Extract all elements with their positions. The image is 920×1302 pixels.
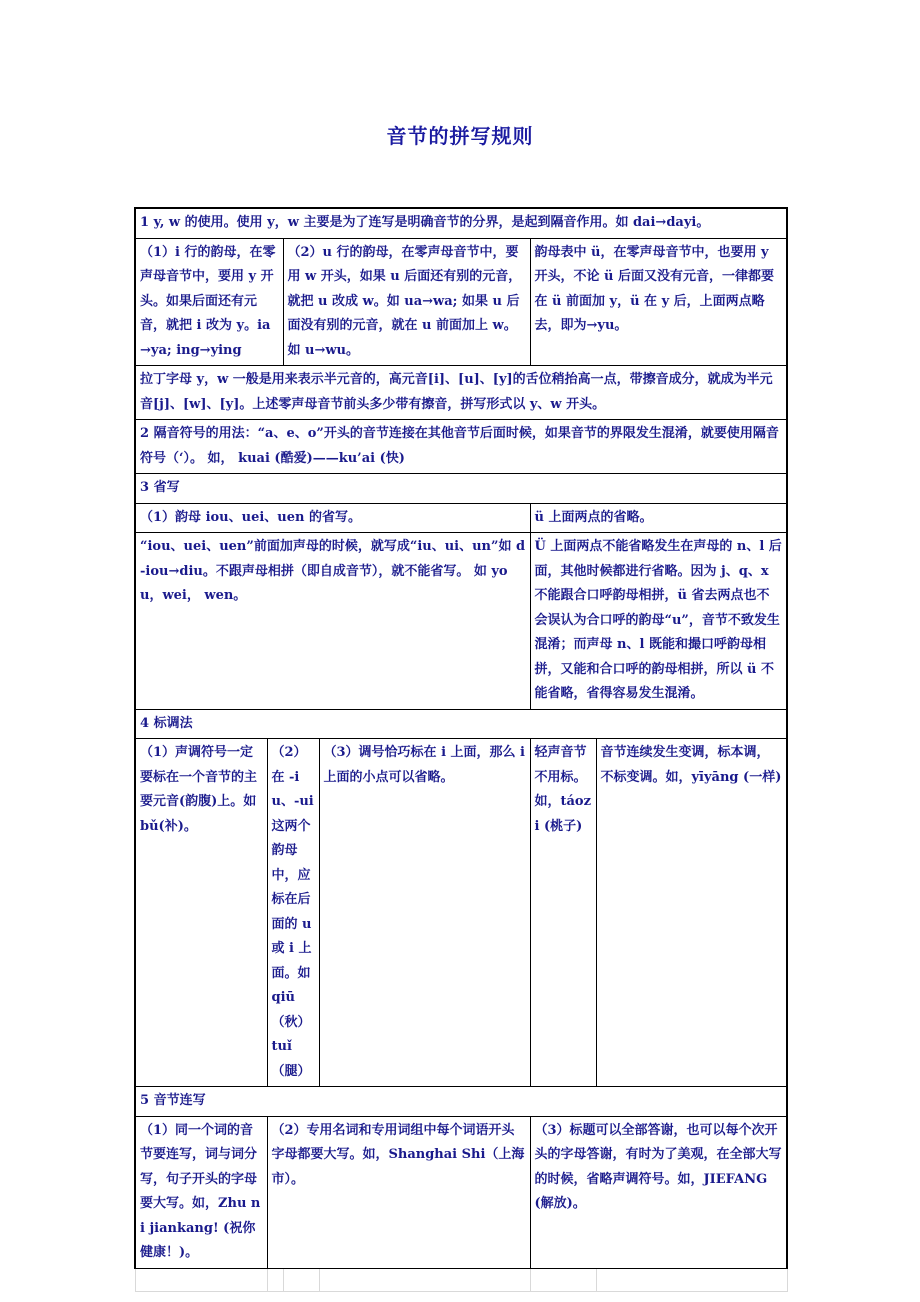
empty-cell [319,1268,530,1291]
section-5-rules-row [135,1116,787,1268]
section-1-note-row [135,366,787,420]
rules-table [134,207,788,1292]
section-4-rule-2: （2）在 -iu、-ui 这两个韵母中，应标在后面的 u 或 i 上面。如 qiū（秋）tuǐ（腿） [267,739,319,1087]
section-1-note: 拉丁字母 y，w 一般是用来表示半元音的，高元音[i]、[u]、[y]的舌位稍抬高一点，带擦音成分，就成为半元音[j]、[w]、[y]。上述零声母音节前头多少带有擦音，拼写形式以 y、w 开头。 [135,366,787,420]
section-4-rule-tone-sandhi: 音节连续发生变调，标本调，不标变调。如，yīyāng (一样) [596,739,787,1087]
section-3-body-row [135,533,787,710]
section-1-rule-u-umlaut: 韵母表中 ü，在零声母音节中，也要用 y 开头，不论 ü 后面又没有元音，一律都要在 ü 前面加 y，ü 在 y 后，上面两点略去，即为→yu。 [530,238,787,366]
section-4-rule-3: （3）调号恰巧标在 i 上面，那么 i 上面的小点可以省略。 [319,739,530,1087]
section-5-rule-2: （2）专用名词和专用词组中每个词语开头字母都要大写。如，Shanghai Shi（上海市）。 [267,1116,530,1268]
section-3-left-title: （1）韵母 iou、uei、uen 的省写。 [135,503,530,533]
section-5-rule-3: （3）标题可以全部答谢，也可以每个次开头的字母答谢，有时为了美观，在全部大写的时候，省略声调符号。如，JIEFANG (解放)。 [530,1116,787,1268]
empty-cell [530,1268,596,1291]
section-1-header: 1 y, w 的使用。使用 y，w 主要是为了连写是明确音节的分界，是起到隔音作用。如 dai→dayi。 [135,208,787,238]
section-4-header: 4 标调法 [135,709,787,739]
section-3-title-row [135,503,787,533]
section-5-header-row [135,1087,787,1117]
empty-cell [267,1268,283,1291]
empty-cell [283,1268,319,1291]
section-1-rules-row [135,238,787,366]
section-3-header: 3 省写 [135,474,787,504]
section-4-rule-1: （1）声调符号一定要标在一个音节的主要元音(韵腹)上。如 bǔ(补)。 [135,739,267,1087]
empty-cell [135,1268,267,1291]
section-1-rule-u: （2）u 行的韵母，在零声母音节中，要用 w 开头，如果 u 后面还有别的元音，就把 u 改成 w。如 ua→wa; 如果 u 后面没有别的元音，就在 u 前面加上 w。如 u→wu。 [283,238,530,366]
section-1-header-row [135,208,787,238]
section-3-right-title: ü 上面两点的省略。 [530,503,787,533]
page-title: 音节的拼写规则 [386,124,534,148]
empty-trailing-row [135,1268,787,1291]
section-4-rule-neutral-tone: 轻声音节不用标。如，táozi (桃子) [530,739,596,1087]
section-5-rule-1: （1）同一个词的音节要连写，词与词分写，句子开头的字母要大写。如，Zhu ni jiankang! (祝你健康！)。 [135,1116,267,1268]
empty-cell [596,1268,787,1291]
section-3-header-row [135,474,787,504]
section-3-left-body: “iou、uei、uen”前面加声母的时候，就写成“iu、ui、un”如 d-iou→diu。不跟声母相拼（即自成音节），就不能省写。 如 you，wei， wen。 [135,533,530,710]
section-3-right-body: Ü 上面两点不能省略发生在声母的 n、l 后面，其他时候都进行省略。因为 j、q、x 不能跟合口呼韵母相拼，ü 省去两点也不会误认为合口呼的韵母“u”，音节不致发生混淆；而声母 n、l 既能和撮口呼韵母相拼，又能和合口呼的韵母相拼，所以 ü 不能省略，省得容易发生混淆。 [530,533,787,710]
section-4-header-row [135,709,787,739]
section-2-row [135,420,787,474]
section-2-text: 2 隔音符号的用法：“a、e、o”开头的音节连接在其他音节后面时候，如果音节的界限发生混淆，就要使用隔音符号（‘）。 如， kuai (酷爱)——ku’ai (快) [135,420,787,474]
section-1-rule-i: （1）i 行的韵母，在零声母音节中，要用 y 开头。如果后面还有元音，就把 i 改为 y。ia→ya; ing→ying [135,238,283,366]
section-4-rules-row [135,739,787,1087]
section-5-header: 5 音节连写 [135,1087,787,1117]
